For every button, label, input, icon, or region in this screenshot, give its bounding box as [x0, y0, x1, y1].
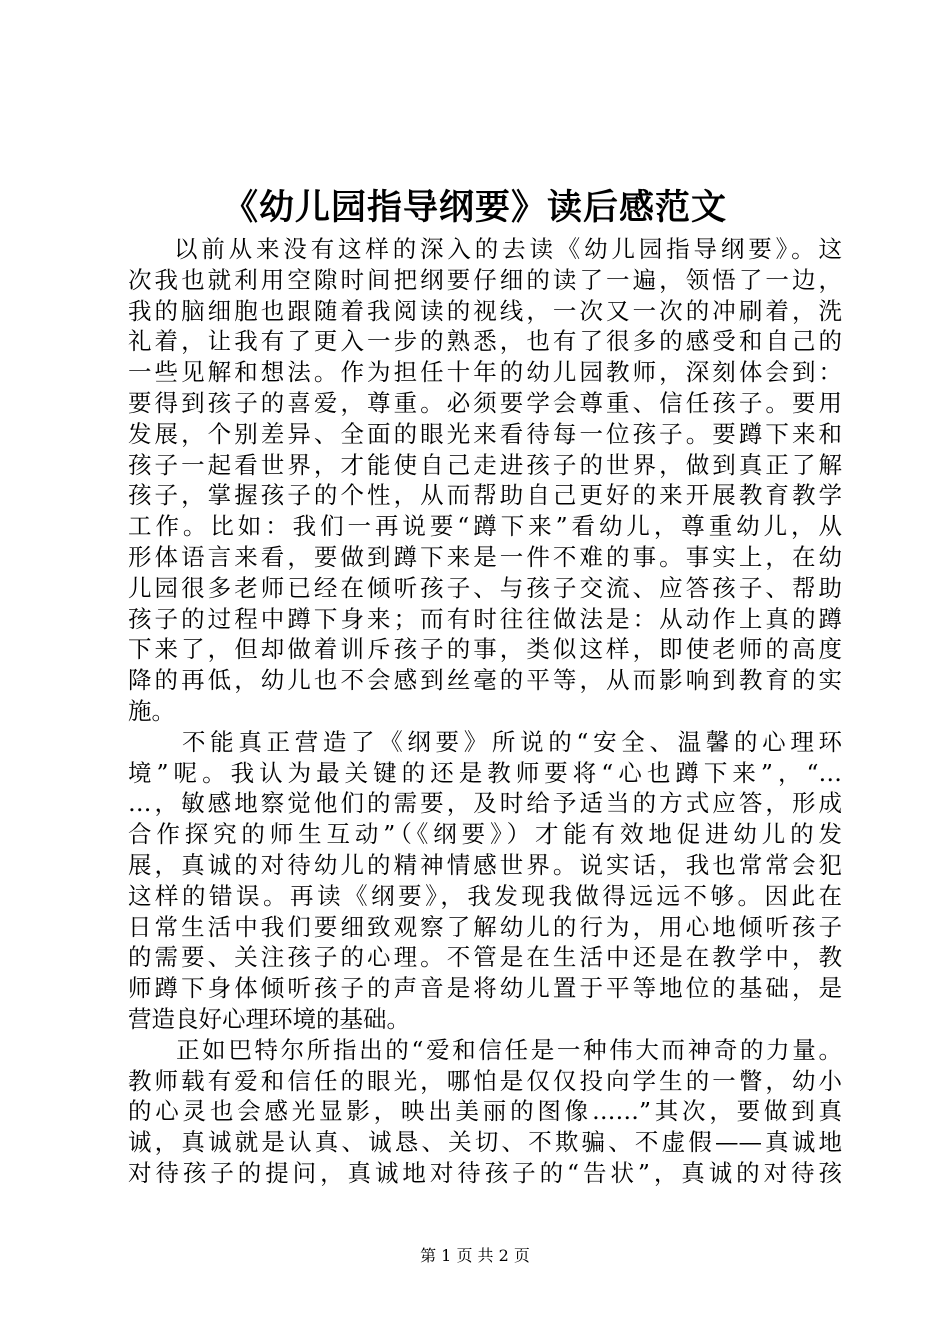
text-line: 展，真诚的对待幼儿的精神情感世界。说实话，我也常常会犯 — [128, 850, 842, 879]
text-line: 孩子，掌握孩子的个性，从而帮助自己更好的来开展教育教学 — [128, 481, 842, 510]
text-line: 教师载有爱和信任的眼光，哪怕是仅仅投向学生的一瞥，幼小 — [128, 1066, 842, 1095]
text-line: 对待孩子的提问，真诚地对待孩子的“告状”，真诚的对待孩 — [128, 1158, 842, 1187]
text-line: 师蹲下身体倾听孩子的声音是将幼儿置于平等地位的基础，是 — [128, 974, 842, 1003]
paragraph-2 — [128, 727, 842, 1035]
page-footer: 第 1 页 共 2 页 — [420, 1246, 530, 1265]
text-line: …，敏感地察觉他们的需要，及时给予适当的方式应答，形成 — [128, 789, 842, 818]
text-line: 这样的错误。再读《纲要》，我发现我做得远远不够。因此在 — [128, 881, 842, 910]
text-line: 境”呢。我认为最关键的还是教师要将“心也蹲下来”，“… — [128, 758, 842, 787]
page-title: 《幼儿园指导纲要》读后感范文 — [222, 187, 727, 228]
text-line: 形体语言来看，要做到蹲下来是一件不难的事。事实上，在幼 — [128, 542, 842, 571]
text-line: 合作探究的师生互动”（《纲要》）才能有效地促进幼儿的发 — [128, 820, 842, 849]
text-line: 的需要、关注孩子的心理。不管是在生活中还是在教学中，教 — [128, 943, 842, 972]
paragraph-3 — [128, 1035, 842, 1189]
text-line: 要得到孩子的喜爱，尊重。必须要学会尊重、信任孩子。要用 — [128, 388, 842, 417]
text-line: 施。 — [128, 696, 175, 725]
text-line: 一些见解和想法。作为担任十年的幼儿园教师，深刻体会到： — [128, 358, 842, 387]
text-line: 的心灵也会感光显影，映出美丽的图像……”其次，要做到真 — [128, 1097, 842, 1126]
document-body — [128, 234, 842, 1189]
text-line: 以前从来没有这样的深入的去读《幼儿园指导纲要》。这 — [174, 235, 842, 263]
paragraph-1 — [128, 234, 842, 727]
text-line: 降的再低，幼儿也不会感到丝毫的平等，从而影响到教育的实 — [128, 666, 842, 695]
text-line: 正如巴特尔所指出的“爱和信任是一种伟大而神奇的力量。 — [176, 1035, 842, 1064]
text-line: 工作。比如：我们一再说要“蹲下来”看幼儿，尊重幼儿，从 — [128, 512, 842, 541]
text-line: 发展，个别差异、全面的眼光来看待每一位孩子。要蹲下来和 — [128, 419, 842, 448]
text-line: 孩子一起看世界，才能使自己走进孩子的世界，做到真正了解 — [128, 450, 842, 479]
text-line: 日常生活中我们要细致观察了解幼儿的行为，用心地倾听孩子 — [128, 912, 842, 941]
text-line: 不能真正营造了《纲要》所说的“安全、温馨的心理环 — [182, 727, 842, 756]
text-line: 我的脑细胞也跟随着我阅读的视线，一次又一次的冲刷着，洗 — [128, 296, 842, 325]
text-line: 下来了，但却做着训斥孩子的事，类似这样，即使老师的高度 — [128, 635, 842, 664]
text-line: 次我也就利用空隙时间把纲要仔细的读了一遍，领悟了一边， — [128, 265, 842, 294]
text-line: 营造良好心理环境的基础。 — [128, 1004, 410, 1033]
text-line: 礼着，让我有了更入一步的熟悉，也有了很多的感受和自己的 — [128, 327, 842, 356]
text-line: 孩子的过程中蹲下身来；而有时往往做法是：从动作上真的蹲 — [128, 604, 842, 633]
text-line: 诚，真诚就是认真、诚恳、关切、不欺骗、不虚假——真诚地 — [128, 1128, 842, 1157]
text-line: 儿园很多老师已经在倾听孩子、与孩子交流、应答孩子、帮助 — [128, 573, 842, 602]
